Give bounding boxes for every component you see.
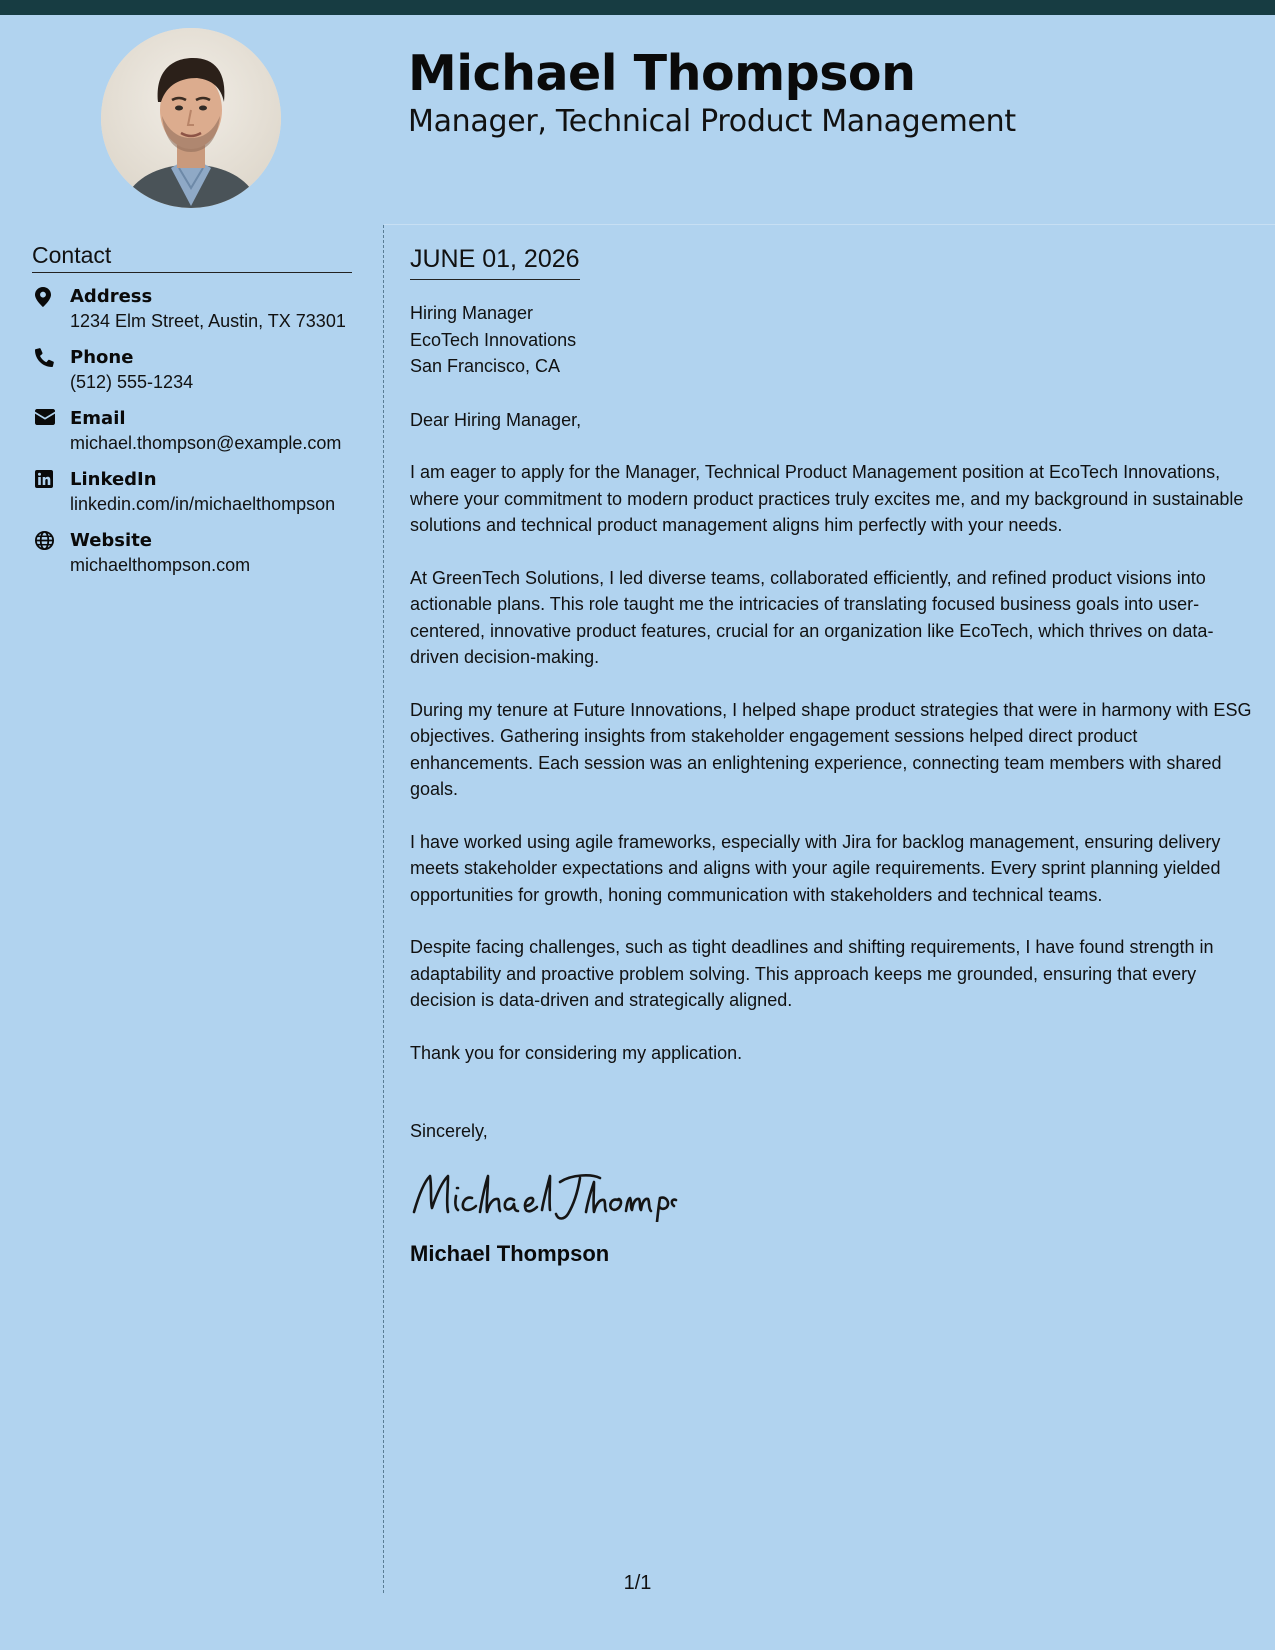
- body-paragraph: I am eager to apply for the Manager, Technical Product Management position at EcoTech Innovations, where your commitment to modern product practices truly excites me, and my background in sustainable solutions and technical product management aligns him perfectly with your needs.: [410, 462, 1244, 535]
- letter-body: [410, 243, 1255, 1268]
- phone-icon: [32, 346, 70, 367]
- top-accent-bar: [0, 0, 1275, 15]
- header: [0, 15, 1275, 225]
- contact-label: Address: [70, 286, 153, 307]
- linkedin-value[interactable]: linkedin.com/in/michaelthompson: [70, 494, 336, 514]
- recipient-line: Hiring Manager: [410, 303, 534, 323]
- recipient-line: EcoTech Innovations: [410, 329, 577, 350]
- page-title: Michael Thompson: [408, 45, 916, 102]
- profile-photo: [101, 28, 281, 208]
- contact-label: Email: [70, 408, 126, 429]
- contact-sidebar: [32, 240, 352, 590]
- page-number: 1/1: [623, 1572, 652, 1594]
- contact-label: Phone: [70, 347, 134, 368]
- linkedin-icon: [32, 468, 70, 488]
- map-pin-icon: [32, 285, 70, 307]
- contact-item-address: [32, 285, 352, 334]
- contact-label: Website: [70, 530, 153, 551]
- body-paragraph: During my tenure at Future Innovations, I helped shape product strategies that were in harmony with ESG objectives. Gathering insights from stakeholder engagement sessions helped direct product enhancements. Each session was an enlightening experience, connecting team members with shared goals.: [410, 699, 1252, 799]
- salutation: Dear Hiring Manager,: [410, 409, 582, 430]
- column-divider: [383, 225, 384, 1593]
- letter-date: JUNE 01, 2026: [410, 243, 580, 280]
- contact-item-website: [32, 529, 352, 578]
- recipient-line: San Francisco, CA: [410, 356, 561, 376]
- contact-label: LinkedIn: [70, 469, 157, 490]
- contact-item-phone: [32, 346, 352, 395]
- body-paragraph: At GreenTech Solutions, I led diverse teams, collaborated efficiently, and refined product visions into actionable plans. This role taught me the intricacies of translating focused business goals into user-centered, innovative product features, crucial for an organization like EcoTech, which thrives on data-driven decision-making.: [410, 567, 1214, 667]
- address-value: 1234 Elm Street, Austin, TX 73301: [70, 311, 346, 331]
- contact-item-email: [32, 407, 352, 456]
- envelope-icon: [32, 407, 70, 425]
- contact-heading: Contact: [32, 240, 352, 273]
- website-value[interactable]: michaelthompson.com: [70, 555, 251, 575]
- phone-value: (512) 555-1234: [70, 372, 194, 392]
- globe-icon: [32, 529, 70, 550]
- thanks-line: Thank you for considering my application.: [410, 1042, 743, 1063]
- email-value[interactable]: michael.thompson@example.com: [70, 433, 342, 453]
- body-paragraph: I have worked using agile frameworks, especially with Jira for backlog management, ensuring delivery meets stakeholder expectations and aligns with your agile requirements. Every sprint planning yielded opportunities for growth, honing communication with stakeholders and technical teams.: [410, 831, 1221, 905]
- body-paragraph: Despite facing challenges, such as tight deadlines and shifting requirements, I have found strength in adaptability and proactive problem solving. This approach keeps me grounded, ensuring that every decision is data-driven and strategically aligned.: [410, 937, 1214, 1010]
- closing: Sincerely,: [410, 1121, 488, 1141]
- recipient-block: [410, 300, 1255, 380]
- job-title: Manager, Technical Product Management: [408, 104, 1016, 139]
- signer-name: Michael Thompson: [410, 1241, 610, 1266]
- contact-item-linkedin: [32, 468, 352, 517]
- name-block: [408, 45, 1016, 140]
- avatar: [101, 28, 281, 208]
- signature-image: [410, 1168, 680, 1222]
- signature: [410, 1168, 1255, 1222]
- header-divider: [384, 224, 1275, 225]
